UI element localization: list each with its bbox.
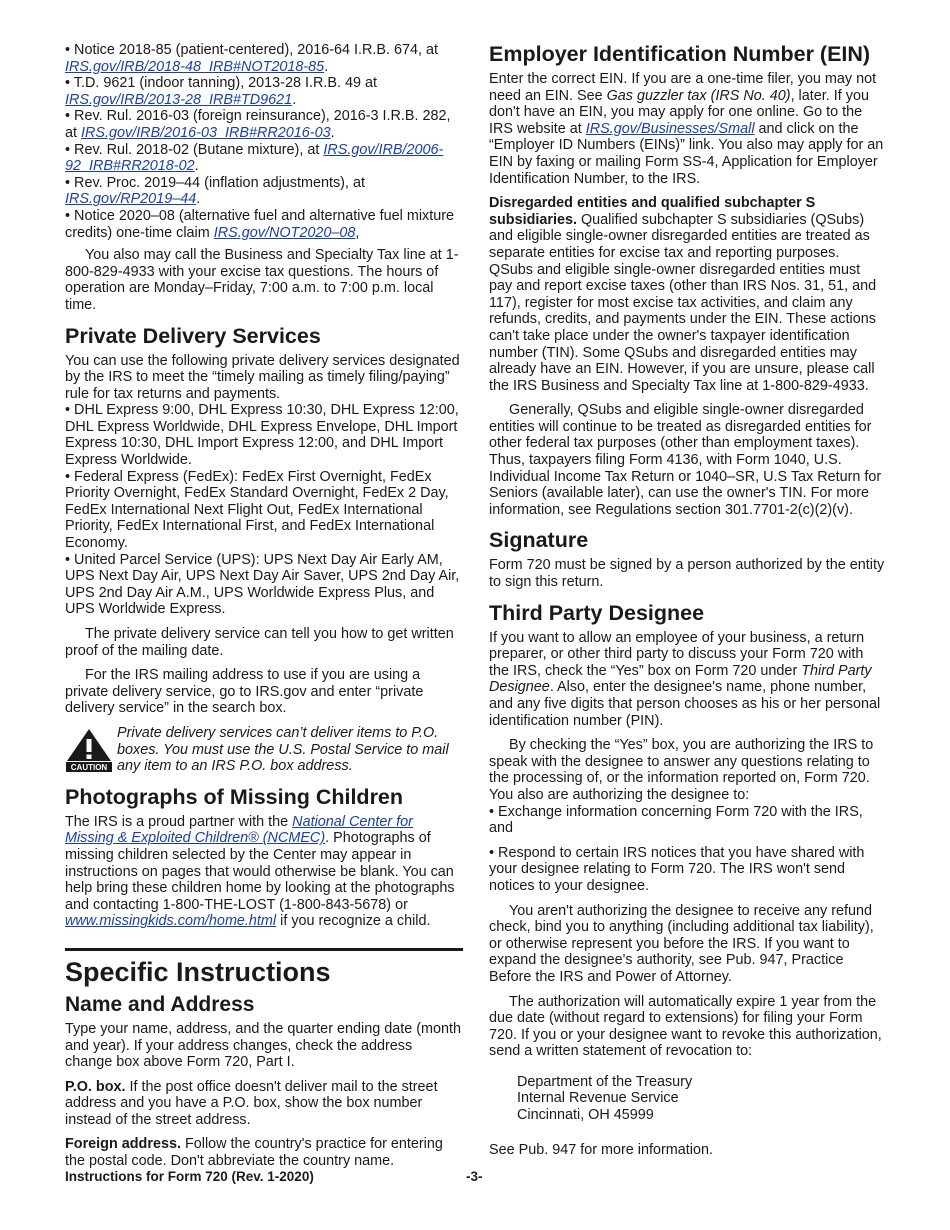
right-column — [489, 42, 886, 1158]
pds-paragraph: The private delivery service can tell you how to get written proof of the mailing date. — [65, 626, 454, 659]
specific-instructions-heading: Specific Instructions — [65, 948, 463, 987]
irb-link[interactable]: IRS.gov/RP2019–44 — [65, 191, 197, 208]
irb-link[interactable]: IRS.gov/IRB/2016-03_IRB#RR2016-03 — [81, 124, 331, 141]
irb-link[interactable]: IRS.gov/IRB/2006-92_IRB#RR2018-02 — [65, 141, 444, 175]
references-list — [65, 42, 463, 241]
list-item: • United Parcel Service (UPS): UPS Next Day Air Early AM, UPS Next Day Air, UPS Next Day Air Saver, UPS 2nd Day Air, UPS 2nd Day Air A.M., UPS Worldwide Express Plus, and UPS Worldwide Express. — [65, 551, 460, 618]
list-item: • Federal Express (FedEx): FedEx First Overnight, FedEx Priority Overnight, FedEx Standard Overnight, FedEx 2 Day, FedEx International Next Flight Out, FedEx International Priority, FedEx International First, and FedEx International Economy. — [65, 468, 449, 552]
expire-paragraph: The authorization will automatically expire 1 year from the due date (without regard to extensions) for filing your Form 720. If you or your designee want to revoke this authorization, send a written statement of revocation to: — [489, 993, 882, 1060]
list-item: • Notice 2018-85 (patient-centered), 2016-64 I.R.B. 674, at IRS.gov/IRB/2018-48_IRB#NOT2018-85. — [65, 42, 439, 75]
pds-paragraph: For the IRS mailing address to use if you are using a private delivery service, go to IRS.gov and enter “private delivery service” in the search box. — [65, 667, 424, 717]
refund-paragraph: You aren't authorizing the designee to receive any refund check, bind you to anything (including additional tax liability), or otherwise represent you before the IRS. If you want to expand the designee's authority, see Pub. 947, Practice Before the IRS and Power of Attorney. — [489, 902, 874, 985]
name-address-heading: Name and Address — [65, 992, 255, 1016]
footer-form-title: Instructions for Form 720 (Rev. 1-2020) — [65, 1169, 314, 1184]
section-heading-third-party: Third Party Designee — [489, 600, 705, 625]
name-address-paragraph: Type your name, address, and the quarter ending date (month and year). If your address changes, check the address change box above Form 720, Part I. — [65, 1020, 461, 1071]
list-item: • Rev. Rul. 2018-02 (Butane mixture), at IRS.gov/IRB/2006-92_IRB#RR2018-02. — [65, 141, 444, 175]
caution-box — [65, 725, 463, 775]
disregarded-entities-paragraph: Disregarded entities and qualified subchapter S subsidiaries. Qualified subchapter S subsidiaries (QSubs) and eligible single-owner disregarded entities are treated as separate entities for excise tax and reporting purposes. QSubs and eligible single-owner disregarded entities must pay and report excise taxes (other than IRS Nos. 31, 51, and 117), register for most excise tax activities, and claim any refunds, credits, and payments under the EIN. These actions can't take place under the owner's taxpayer identification number (TIN). Some QSubs and disregarded entities may already have an EIN. However, if you are unsure, please call the IRS Business and Specialty Tax line at 1-800-829-4933. — [489, 195, 877, 394]
list-item: • DHL Express 9:00, DHL Express 10:30, DHL Express 12:00, DHL Express Worldwide, DHL Express Envelope, DHL Import Express 10:30, DHL Import Express 12:00, and DHL Import Express Worldwide. — [65, 402, 459, 469]
section-heading-photographs: Photographs of Missing Children — [65, 784, 404, 809]
mailing-address — [489, 1074, 886, 1124]
third-party-paragraph: If you want to allow an employee of your business, a return preparer, or other third party to discuss your Form 720 with the IRS, check the “Yes” box on Form 720 under Third Party Designee. Also, enter the designee's name, phone number, and any five digits that person chooses as his or her personal identification number (PIN). — [489, 629, 881, 729]
foreign-address-paragraph: Foreign address. Follow the country's practice for entering the postal code. Don't abbreviate the country name. — [65, 1136, 443, 1170]
page-number: -3- — [466, 1169, 483, 1184]
checking-paragraph: By checking the “Yes” box, you are authorizing the IRS to speak with the designee to answer any questions relating to the processing of, or the information reported on, Form 720. You also are authorizing the designee to: — [489, 737, 874, 803]
generally-paragraph: Generally, QSubs and eligible single-owner disregarded entities will continue to be treated as disregarded entities for other federal tax purposes (other than employment taxes). Thus, taxpayers filing Form 4136, with Form 1040, U.S. Individual Income Tax Return or 1040–SR, U.S Tax Return for Seniors (available later), can use the owner's TIN. For more information, see Regulations section 301.7701-2(c)(2)(v). — [489, 402, 882, 518]
irb-link[interactable]: IRS.gov/IRB/2018-48_IRB#NOT2018-85 — [65, 58, 325, 75]
po-box-paragraph: P.O. box. If the post office doesn't deliver mail to the street address and you have a P.O. box, show the box number instead of the street address. — [65, 1078, 438, 1128]
ein-paragraph: Enter the correct EIN. If you are a one-time filer, you may not need an EIN. See Gas guzzler tax (IRS No. 40), later. If you don't have an EIN, you may apply for one online. Go to the IRS website at IRS.gov/Businesses/Small and click on the “Employer ID Numbers (EINs)” link. You also may apply for an EIN by faxing or mailing Form SS-4, Application for Employer Identification Number, to the IRS. — [489, 71, 884, 187]
list-item: • Notice 2020–08 (alternative fuel and alternative fuel mixture credits) one-time claim IRS.gov/NOT2020–08, — [65, 207, 455, 241]
irs-businesses-link[interactable]: IRS.gov/Businesses/Small — [585, 120, 755, 137]
see-pub-paragraph: See Pub. 947 for more information. — [489, 1141, 713, 1158]
section-heading-ein: Employer Identification Number (EIN) — [489, 42, 871, 66]
caution-icon — [65, 727, 113, 773]
section-heading-signature: Signature — [489, 528, 589, 553]
missingkids-link[interactable]: www.missingkids.com/home.html — [65, 913, 277, 930]
pds-intro: You can use the following private delivery services designated by the IRS to meet the “timely mailing as timely filing/paying” rule for tax returns and payments. — [65, 352, 460, 402]
list-item: • Exchange information concerning Form 720 with the IRS, and — [489, 803, 863, 837]
signature-paragraph: Form 720 must be signed by a person authorized by the entity to sign this return. — [489, 557, 885, 591]
list-item: • Rev. Rul. 2016-03 (foreign reinsurance), 2016-3 I.R.B. 282, at IRS.gov/IRB/2016-03_IRB#RR2016-03. — [65, 108, 451, 141]
left-column — [65, 42, 463, 1170]
caution-label: CAUTION — [70, 762, 108, 772]
business-line-paragraph: You also may call the Business and Specialty Tax line at 1-800-829-4933 with your excise tax questions. The hours of operation are Monday–Friday, 7:00 a.m. to 7:00 p.m. local time. — [65, 247, 459, 313]
photographs-paragraph: The IRS is a proud partner with the National Center for Missing & Exploited Children® (NCMEC). Photographs of missing children selected by the Center may appear in instructions on pages that would otherwise be blank. You can help bring these children home by looking at the photographs and contacting 1-800-THE-LOST (1-800-843-5678) or www.missingkids.com/home.html if you recognize a child. — [65, 813, 455, 930]
irb-link[interactable]: IRS.gov/NOT2020–08 — [213, 224, 356, 241]
caution-text: Private delivery services can’t deliver items to P.O. boxes. You must use the U.S. Postal Service to mail any item to an IRS P.O. box address. — [117, 724, 449, 775]
address-line: Internal Revenue Service — [517, 1090, 679, 1107]
list-item: • Rev. Proc. 2019–44 (inflation adjustments), at IRS.gov/RP2019–44. — [65, 174, 365, 208]
address-line: Department of the Treasury — [517, 1073, 693, 1090]
list-item: • Respond to certain IRS notices that you have shared with your designee relating to Form 720. The IRS won't send notices to your designee. — [489, 844, 865, 894]
list-item: • T.D. 9621 (indoor tanning), 2013-28 I.R.B. 49 at IRS.gov/IRB/2013-28_IRB#TD9621. — [65, 75, 377, 108]
address-line: Cincinnati, OH 45999 — [517, 1107, 654, 1124]
ncmec-link[interactable]: National Center for Missing & Exploited Children® (NCMEC) — [65, 813, 413, 847]
section-heading-private-delivery: Private Delivery Services — [65, 323, 321, 348]
irb-link[interactable]: IRS.gov/IRB/2013-28_IRB#TD9621 — [65, 91, 293, 108]
